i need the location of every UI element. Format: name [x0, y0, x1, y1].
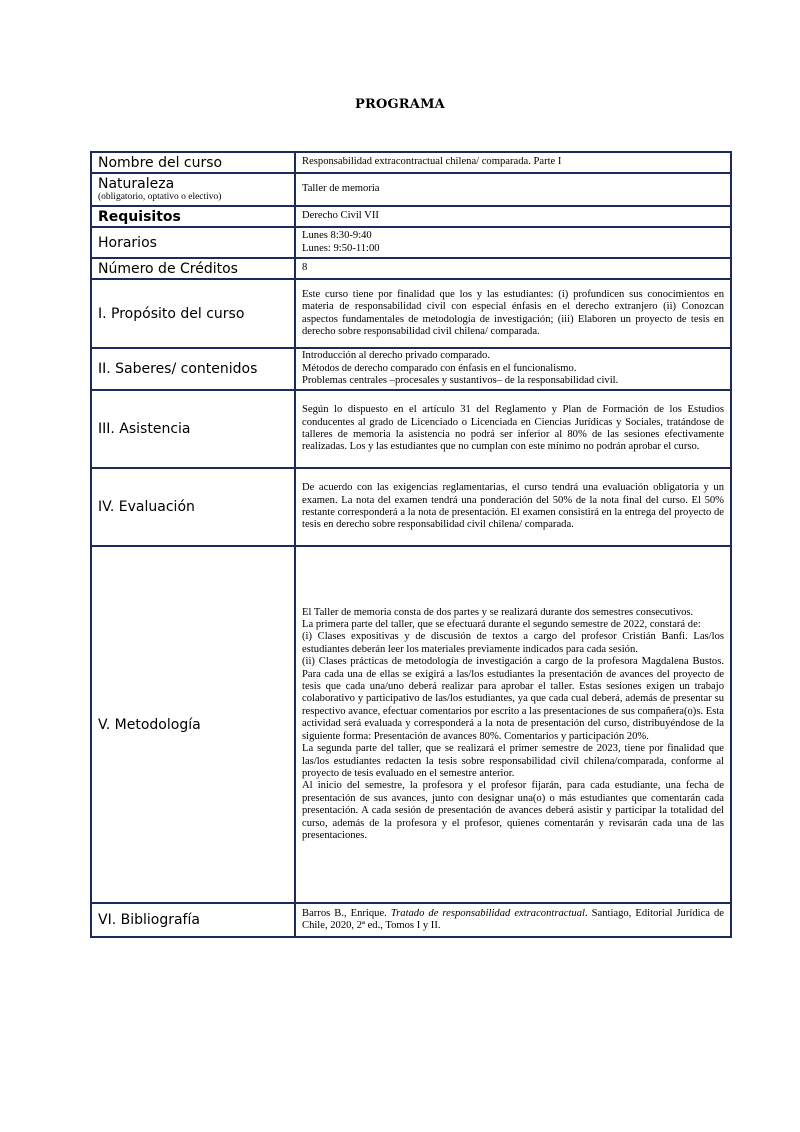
row-value: Taller de memoria [295, 173, 731, 206]
row-label: V. Metodología [91, 546, 295, 903]
bib-publisher: . Santiago, Editorial Jurídica de Chile, 2020, 2ª ed., Tomos I y II. [302, 907, 724, 931]
bib-title: Tratado de responsabilidad extracontractual [390, 907, 585, 919]
table-row [91, 173, 731, 206]
metodologia-paragraph: La segunda parte del taller, que se realizará el primer semestre de 2023, tiene por finalidad que las/los estudiantes redacten la tesis sobre responsabilidad civil chilena/comparada, conforme al proyecto de tesis evaluado en el semestre anterior. [302, 743, 724, 779]
table-row [91, 279, 731, 348]
table-row [91, 152, 731, 173]
row-label: Horarios [91, 227, 295, 258]
metodologia-paragraph: La primera parte del taller, que se efectuará durante el segundo semestre de 2022, constará de: [302, 619, 701, 631]
metodologia-paragraph: (ii) Clases prácticas de metodología de investigación a cargo de la profesora Magdalena Bustos. Para cada una de ellas se exigirá a las/los estudiantes la presentación de avances del proyecto de tesis que cada una/uno deberá realizar para aprobar el taller. Estas sesiones exigen un trabajo colaborativo y participativo de las/los estudiantes, ya que cada cual deberá, además de presentar su respectivo avance, efectuar comentarios por escrito a las presentaciones de sus compañera(o)s. Esta actividad será evaluada y corresponderá a la nota de presentación del curso, distribuyéndose de la siguiente forma: Presentación de avances 80%. Comentarios y participación 20%. [302, 656, 724, 742]
row-value: Según lo dispuesto en el artículo 31 del Reglamento y Plan de Formación de los Estudios conducentes al grado de Licenciado o Licenciada en Ciencias Jurídicas y Sociales, tratándose de talleres de memoria la asistencia no podrá ser inferior al 80% de las sesiones efectivamente realizadas. Los y las estudiantes que no cumplan con este mínimo no podrán aprobar el curso. [295, 390, 731, 468]
row-value: Derecho Civil VII [295, 206, 731, 227]
row-value: Responsabilidad extracontractual chilena/ comparada. Parte I [295, 152, 731, 173]
table-row [91, 227, 731, 258]
horario-line: Lunes: 9:50-11:00 [302, 242, 380, 254]
metodologia-paragraph: Al inicio del semestre, la profesora y el profesor fijarán, para cada estudiante, una fecha de presentación de sus avances, junto con designar una(o) o más estudiantes que comentarán cada presentación. A cada sesión de presentación de avances deberá asistir y participar la totalidad del curso, además de la profesora y el profesor, quienes comentarán y revisarán cada una de las presentaciones. [302, 780, 724, 841]
table-row [91, 903, 731, 937]
row-value [295, 227, 731, 258]
row-label: Nombre del curso [91, 152, 295, 173]
row-label: III. Asistencia [91, 390, 295, 468]
table-row [91, 546, 731, 903]
row-value: 8 [295, 258, 731, 279]
metodologia-paragraph: El Taller de memoria consta de dos partes y se realizará durante dos semestres consecutivos. [302, 606, 694, 618]
row-label: I. Propósito del curso [91, 279, 295, 348]
row-value: Este curso tiene por finalidad que los y las estudiantes: (i) profundicen sus conocimientos en materia de responsabilidad civil con especial énfasis en el derecho extranjero (ii) Conozcan aspectos fundamentales de metodología de investigación; (iii) Elaboren un proyecto de tesis en derecho sobre responsabilidad civil chilena/ comparada. [295, 279, 731, 348]
row-label [91, 173, 295, 206]
page-title: PROGRAMA [355, 97, 445, 112]
contenido-line: Métodos de derecho comparado con énfasis en el funcionalismo. [302, 362, 577, 374]
row-label: IV. Evaluación [91, 468, 295, 546]
naturaleza-sublabel: (obligatorio, optativo o electivo) [98, 192, 222, 202]
program-table [90, 151, 732, 938]
table-row [91, 468, 731, 546]
row-label: Requisitos [91, 206, 295, 227]
row-label: II. Saberes/ contenidos [91, 348, 295, 390]
table-row [91, 348, 731, 390]
row-value [295, 546, 731, 903]
row-value: De acuerdo con las exigencias reglamentarias, el curso tendrá una evaluación obligatoria y un examen. La nota del examen tendrá una ponderación del 50% de la nota final del curso. El 50% restante corresponderá a la nota de presentación. El examen consistirá en la entrega del proyecto de tesis en derecho sobre responsabilidad civil chilena/ comparada. [295, 468, 731, 546]
contenido-line: Problemas centrales –procesales y sustantivos– de la responsabilidad civil. [302, 375, 619, 387]
horario-line: Lunes 8:30-9:40 [302, 230, 372, 242]
row-label: Número de Créditos [91, 258, 295, 279]
metodologia-paragraph: (i) Clases expositivas y de discusión de textos a cargo del profesor Cristián Banfi. Las/los estudiantes deberán leer los materiales previamente indicados para cada sesión. [302, 631, 724, 655]
row-label: VI. Bibliografía [91, 903, 295, 937]
table-row [91, 258, 731, 279]
row-value [295, 903, 731, 937]
table-row [91, 390, 731, 468]
row-value [295, 348, 731, 390]
contenido-line: Introducción al derecho privado comparado. [302, 350, 490, 362]
bib-author: Barros B., Enrique. [302, 907, 391, 919]
naturaleza-label: Naturaleza [98, 176, 175, 192]
table-row [91, 206, 731, 227]
